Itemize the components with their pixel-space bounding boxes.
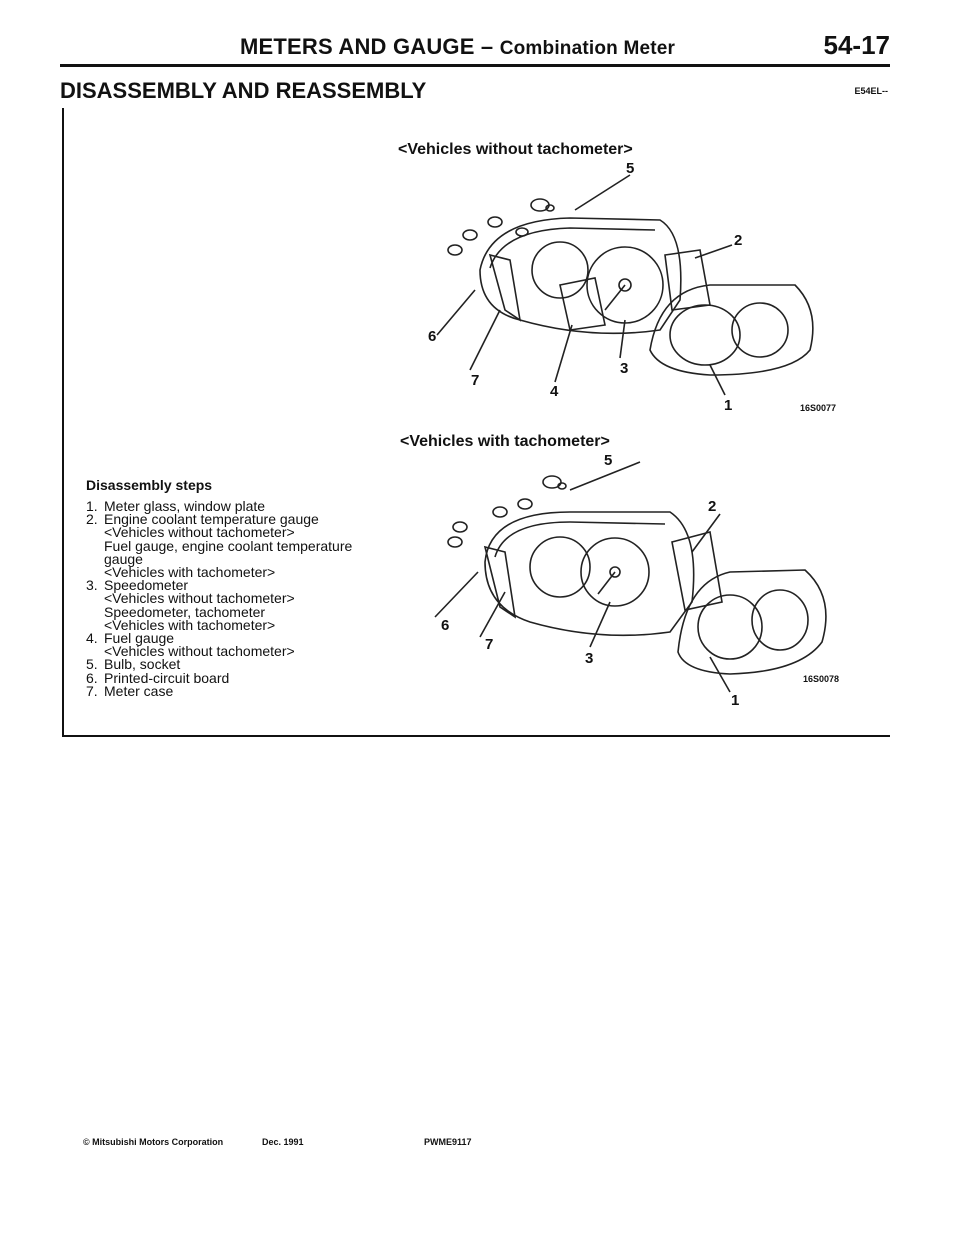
- step-number: 6.: [86, 669, 98, 686]
- frame-bottom-rule: [62, 735, 890, 737]
- callout-top-7: 7: [471, 372, 480, 389]
- step-text: Meter case: [104, 682, 174, 699]
- callout-bottom-2: 2: [708, 498, 717, 515]
- figure-top-caption: <Vehicles without tachometer>: [398, 141, 633, 158]
- step-text: Printed-circuit board: [104, 669, 230, 686]
- section-code: E54EL--: [854, 86, 888, 96]
- section-title: DISASSEMBLY AND REASSEMBLY: [60, 78, 427, 103]
- header-rule: [60, 64, 890, 67]
- step-text: Fuel gauge: [104, 630, 175, 647]
- step-text: Engine coolant temperature gauge: [104, 511, 319, 528]
- step-number: 2.: [86, 511, 98, 528]
- page-header-title: [240, 34, 675, 60]
- footer-doc-code: PWME9117: [424, 1137, 472, 1147]
- step-line: [86, 682, 416, 699]
- step-text: Speedometer: [104, 577, 189, 594]
- footer-copyright: © Mitsubishi Motors Corporation: [83, 1137, 224, 1147]
- callout-bottom-6: 6: [441, 617, 450, 634]
- callout-top-1: 1: [724, 397, 733, 414]
- header-subtitle: Combination Meter: [499, 38, 676, 59]
- step-text: Bulb, socket: [104, 656, 181, 673]
- step-text: <Vehicles without tachometer>: [104, 524, 295, 541]
- figure-top-code: 16S0077: [800, 403, 837, 413]
- callout-top-6: 6: [428, 328, 437, 345]
- step-text: Fuel gauge, engine coolant temperature: [104, 537, 353, 554]
- figure-bottom-code: 16S0078: [803, 674, 840, 684]
- callout-top-3: 3: [620, 360, 629, 377]
- header-title-text: METERS AND GAUGE –: [240, 34, 494, 59]
- step-number: 7.: [86, 682, 98, 699]
- callout-top-4: 4: [550, 383, 559, 400]
- printed-circuit-board-shape: [490, 255, 520, 320]
- callout-bottom-3: 3: [585, 650, 594, 667]
- figure-bottom-illustration: [430, 452, 840, 712]
- bulb-socket-shape: [448, 476, 566, 547]
- step-text: gauge: [104, 550, 143, 567]
- printed-circuit-board-shape: [485, 547, 515, 617]
- step-text: <Vehicles without tachometer>: [104, 643, 295, 660]
- callout-bottom-5: 5: [604, 452, 613, 469]
- figure-bottom-caption: <Vehicles with tachometer>: [400, 433, 610, 450]
- meter-case-shape: [480, 218, 681, 333]
- callout-top-5: 5: [626, 160, 635, 177]
- step-text: Speedometer, tachometer: [104, 603, 266, 620]
- callout-bottom-7: 7: [485, 636, 494, 653]
- step-text: Meter glass, window plate: [104, 498, 266, 514]
- step-number: 5.: [86, 656, 98, 673]
- callout-bottom-1: 1: [731, 692, 740, 709]
- callout-top-2: 2: [734, 232, 743, 249]
- steps-heading: Disassembly steps: [86, 477, 213, 493]
- page-number: 54-17: [823, 30, 890, 60]
- step-number: 3.: [86, 577, 98, 594]
- step-text: <Vehicles with tachometer>: [104, 564, 276, 581]
- steps-list: [86, 500, 416, 698]
- step-text: <Vehicles without tachometer>: [104, 590, 295, 607]
- step-number: 1.: [86, 498, 98, 514]
- footer-date: Dec. 1991: [262, 1137, 304, 1147]
- frame-left-rule: [62, 108, 64, 736]
- step-number: 4.: [86, 630, 98, 647]
- bulb-socket-shape: [448, 199, 554, 255]
- step-text: <Vehicles with tachometer>: [104, 616, 276, 633]
